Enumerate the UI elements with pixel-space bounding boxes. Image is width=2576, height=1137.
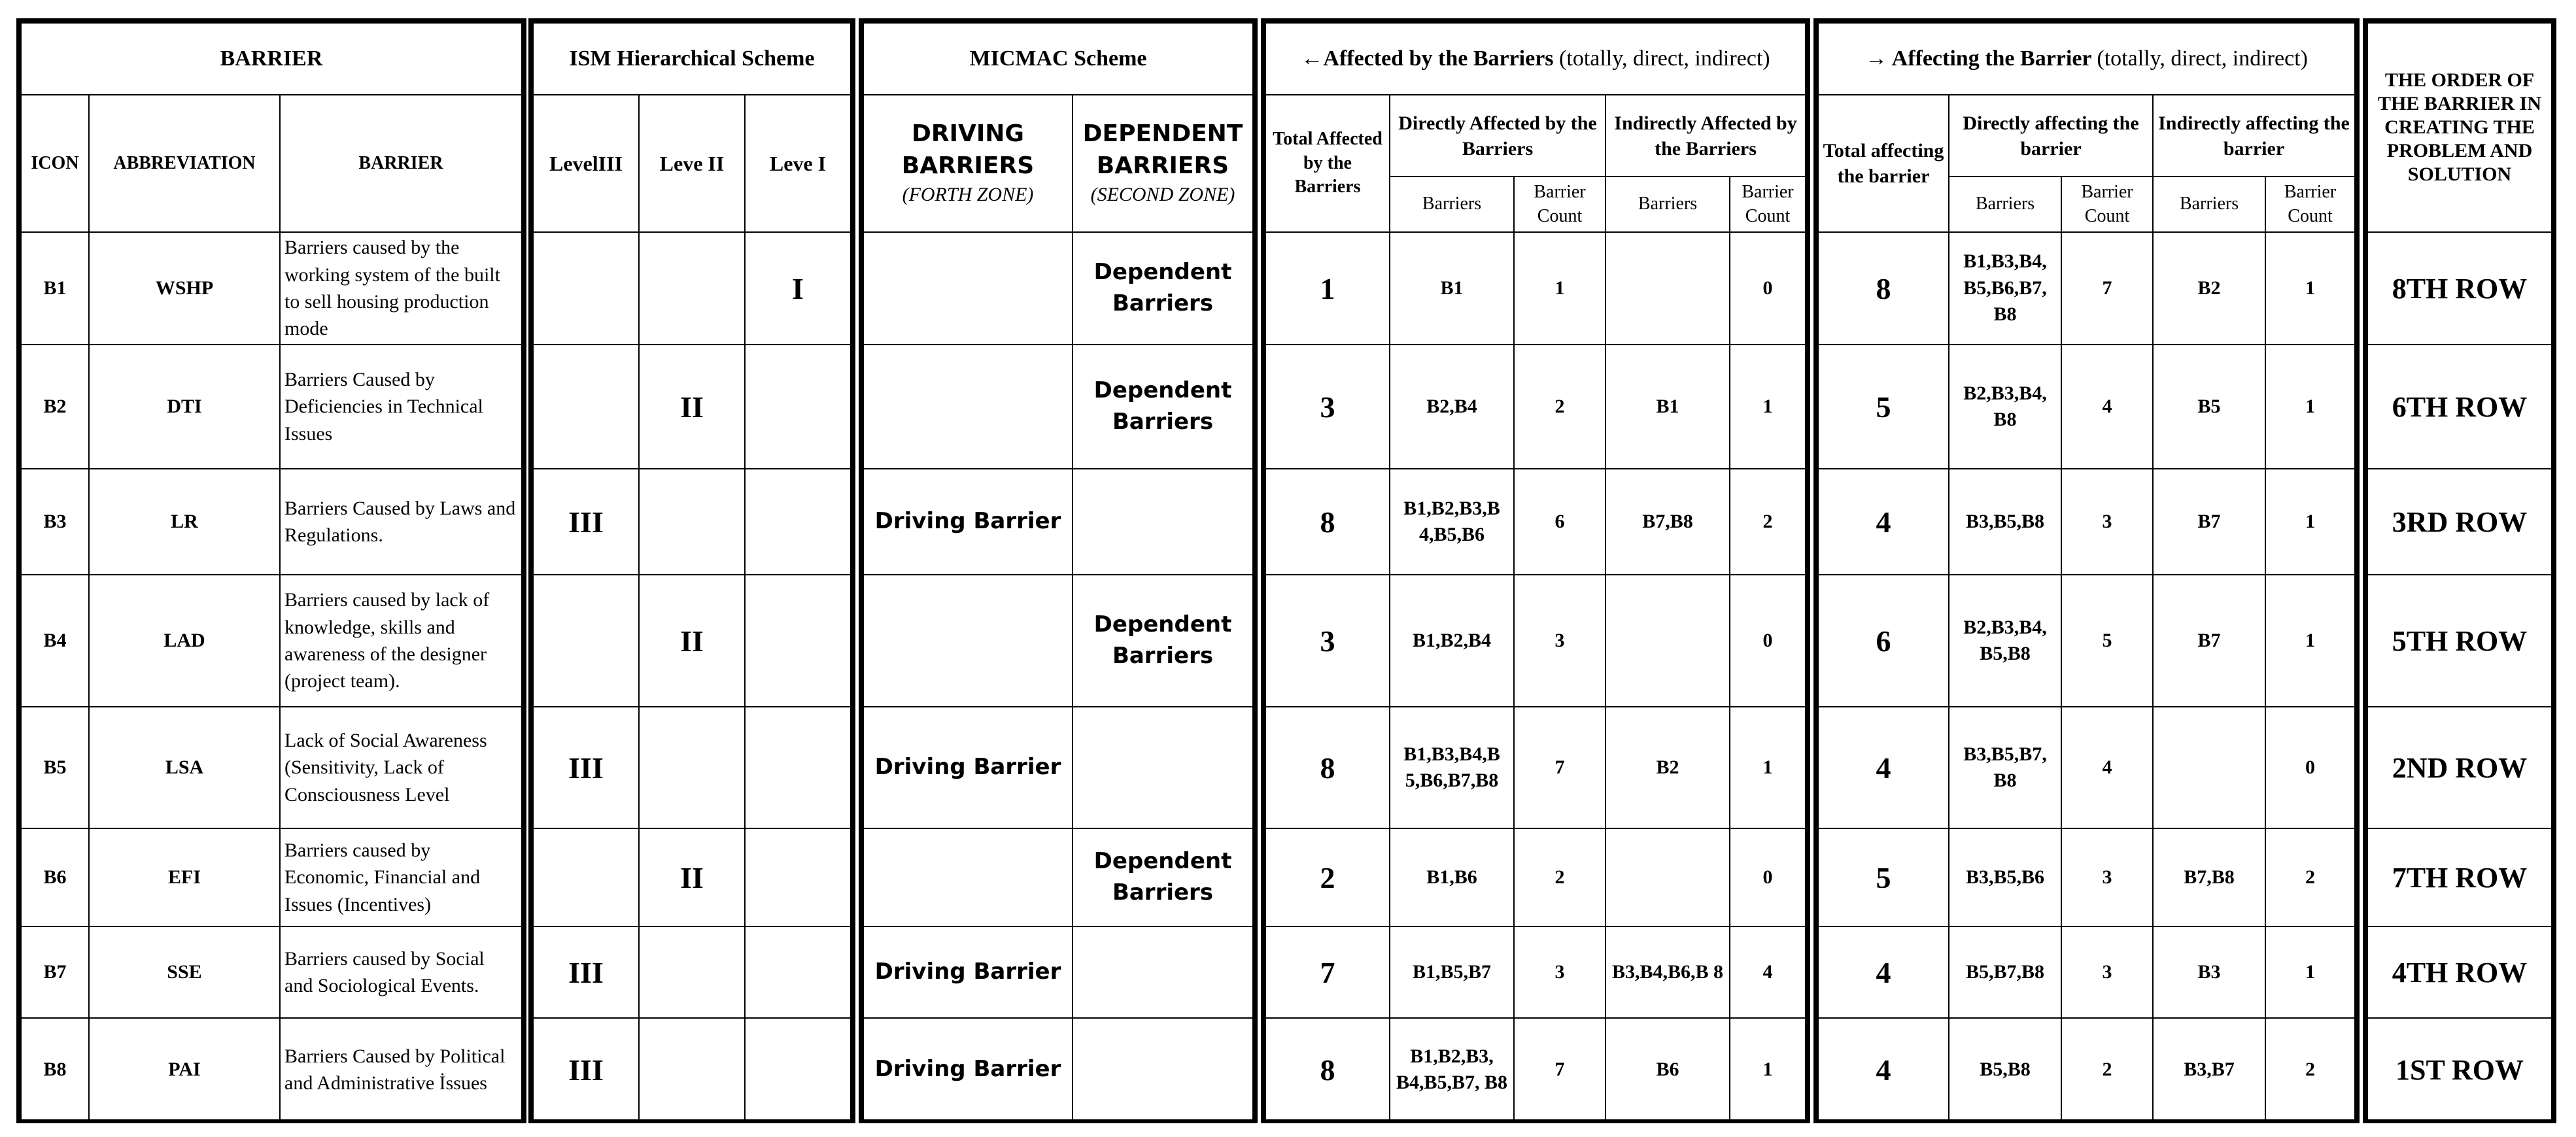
table-row	[1818, 707, 2355, 828]
affected-direct-barriers: B1,B6	[1390, 828, 1514, 926]
affected-direct-barriers: B2,B4	[1390, 345, 1514, 469]
affected-indirect-count: 0	[1730, 828, 1806, 926]
ism-level2	[639, 469, 745, 575]
table-row	[863, 469, 1253, 575]
affecting-total-header: Total affecting the barrier	[1818, 95, 1949, 232]
affected-indirect-barriers: B2	[1606, 707, 1730, 828]
barrier-description: Barriers Caused by Political and Administrative İssues	[280, 1018, 522, 1121]
affecting-direct-barriers: B3,B5,B7, B8	[1949, 707, 2061, 828]
table-row	[1265, 575, 1806, 707]
affecting-direct-barriers: B5,B8	[1949, 1018, 2061, 1121]
affected-indirect-barriers	[1606, 232, 1730, 345]
affecting-indirect-barriers: B3,B7	[2153, 1018, 2265, 1121]
table-row	[1265, 345, 1806, 469]
affecting-indirect-header: Indirectly affecting the barrier	[2153, 95, 2355, 177]
affecting-indirect-barriers: B7	[2153, 575, 2265, 707]
affected-indirect-count: 1	[1730, 1018, 1806, 1121]
affecting-title	[1818, 23, 2355, 95]
barrier-abbreviation: LR	[89, 469, 280, 575]
table-row	[863, 707, 1253, 828]
table-row	[1818, 232, 2355, 345]
ism-table	[528, 18, 855, 1123]
affected-total: 2	[1265, 828, 1390, 926]
table-row	[533, 707, 851, 828]
affected-direct-count: 7	[1514, 1018, 1606, 1121]
affecting-total: 4	[1818, 1018, 1949, 1121]
affecting-title-note: (totally, direct, indirect)	[2097, 46, 2308, 71]
col-icon-header: ICON	[21, 95, 89, 232]
affecting-indirect-count: 1	[2265, 926, 2355, 1018]
affected-indirect-barriers: B3,B4,B6,B 8	[1606, 926, 1730, 1018]
ism-level3	[533, 345, 639, 469]
affected-indirect-count: 0	[1730, 232, 1806, 345]
ism-level3	[533, 575, 639, 707]
ism-level1	[745, 828, 851, 926]
micmac-table	[859, 18, 1258, 1123]
order-value: 6TH ROW	[2367, 345, 2552, 469]
affecting-direct-barriers: B3,B5,B8	[1949, 469, 2061, 575]
affected-direct-header: Directly Affected by the Barriers	[1390, 95, 1606, 177]
affected-total: 3	[1265, 575, 1390, 707]
affecting-direct-count: 4	[2061, 345, 2153, 469]
barrier-icon: B8	[21, 1018, 89, 1121]
ism-level2	[639, 926, 745, 1018]
affecting-indirect-count: 1	[2265, 469, 2355, 575]
table-row	[1818, 469, 2355, 575]
table-row	[1265, 232, 1806, 345]
table-row	[1265, 926, 1806, 1018]
table-row	[1818, 926, 2355, 1018]
table-row	[2367, 232, 2552, 345]
affected-indirect-barriers	[1606, 575, 1730, 707]
table-row	[533, 575, 851, 707]
table-row	[2367, 1018, 2552, 1121]
table-row	[1265, 1018, 1806, 1121]
ism-level3: III	[533, 1018, 639, 1121]
affecting-title-text: → Affecting the Barrier	[1865, 46, 2091, 71]
affecting-indirect-count: 1	[2265, 232, 2355, 345]
affecting-total: 4	[1818, 926, 1949, 1018]
barrier-icon: B1	[21, 232, 89, 345]
table-row	[863, 345, 1253, 469]
affecting-indirect-barriers-header: Barriers	[2153, 177, 2265, 232]
micmac-dependent: Dependent Barriers	[1073, 345, 1253, 469]
affected-total: 1	[1265, 232, 1390, 345]
affecting-direct-count: 5	[2061, 575, 2153, 707]
affecting-direct-barriers-header: Barriers	[1949, 177, 2061, 232]
dependent-zone-label: (SECOND ZONE)	[1090, 184, 1235, 206]
affecting-direct-count: 2	[2061, 1018, 2153, 1121]
affecting-indirect-barriers	[2153, 707, 2265, 828]
table-row	[2367, 575, 2552, 707]
micmac-dependent: Dependent Barriers	[1073, 232, 1253, 345]
table-row	[1265, 469, 1806, 575]
ism-level2: II	[639, 345, 745, 469]
ism-level1	[745, 1018, 851, 1121]
table-row	[2367, 345, 2552, 469]
table-row	[863, 926, 1253, 1018]
affected-direct-barriers: B1,B3,B4,B 5,B6,B7,B8	[1390, 707, 1514, 828]
affecting-total: 5	[1818, 345, 1949, 469]
affected-indirect-count-header: Barrier Count	[1730, 177, 1806, 232]
affected-indirect-count: 1	[1730, 707, 1806, 828]
affected-indirect-count: 4	[1730, 926, 1806, 1018]
affected-direct-count: 2	[1514, 345, 1606, 469]
affecting-indirect-count: 2	[2265, 828, 2355, 926]
affecting-indirect-barriers: B2	[2153, 232, 2265, 345]
affected-indirect-count: 0	[1730, 575, 1806, 707]
affecting-direct-barriers: B2,B3,B4, B5,B8	[1949, 575, 2061, 707]
ism-level1	[745, 345, 851, 469]
order-header: THE ORDER OF THE BARRIER IN CREATING THE PROBLEM AND SOLUTION	[2367, 23, 2552, 232]
affected-total: 8	[1265, 469, 1390, 575]
affecting-total: 6	[1818, 575, 1949, 707]
order-value: 8TH ROW	[2367, 232, 2552, 345]
ism-title: ISM Hierarchical Scheme	[533, 23, 851, 95]
ism-level3: III	[533, 926, 639, 1018]
driving-barriers-label: DRIVING BARRIERS	[901, 120, 1035, 179]
affected-indirect-barriers	[1606, 828, 1730, 926]
ism-level1: I	[745, 232, 851, 345]
table-row	[1265, 707, 1806, 828]
ism-level3	[533, 828, 639, 926]
table-row	[2367, 469, 2552, 575]
affecting-indirect-count-header: Barrier Count	[2265, 177, 2355, 232]
barrier-description: Barriers caused by Social and Sociological Events.	[280, 926, 522, 1018]
micmac-dependent: Dependent Barriers	[1073, 828, 1253, 926]
micmac-dependent	[1073, 469, 1253, 575]
affected-indirect-barriers: B7,B8	[1606, 469, 1730, 575]
affected-table	[1261, 18, 1810, 1123]
affected-title	[1265, 23, 1806, 95]
affected-direct-barriers: B1,B2,B3, B4,B5,B7, B8	[1390, 1018, 1514, 1121]
barrier-icon: B6	[21, 828, 89, 926]
barrier-abbreviation: LAD	[89, 575, 280, 707]
affecting-indirect-count: 2	[2265, 1018, 2355, 1121]
col-barrier-header: BARRIER	[280, 95, 522, 232]
affecting-direct-count: 3	[2061, 469, 2153, 575]
affected-direct-barriers-header: Barriers	[1390, 177, 1514, 232]
barrier-abbreviation: WSHP	[89, 232, 280, 345]
table-row	[1818, 828, 2355, 926]
affected-direct-count: 2	[1514, 828, 1606, 926]
barrier-icon: B5	[21, 707, 89, 828]
table-row	[21, 1018, 522, 1121]
affected-direct-barriers: B1,B5,B7	[1390, 926, 1514, 1018]
affected-title-text: ←Affected by the Barriers	[1301, 46, 1554, 71]
micmac-dependent	[1073, 1018, 1253, 1121]
affected-total: 8	[1265, 707, 1390, 828]
col-level2-header: Leve II	[639, 95, 745, 232]
micmac-driving	[863, 345, 1073, 469]
table-row	[533, 828, 851, 926]
micmac-dependent	[1073, 926, 1253, 1018]
ism-level1	[745, 926, 851, 1018]
ism-level2	[639, 1018, 745, 1121]
affecting-total: 8	[1818, 232, 1949, 345]
micmac-driving: Driving Barrier	[863, 707, 1073, 828]
order-value: 4TH ROW	[2367, 926, 2552, 1018]
ism-level3: III	[533, 469, 639, 575]
barrier-description: Barriers Caused by Deficiencies in Technical Issues	[280, 345, 522, 469]
micmac-driving: Driving Barrier	[863, 926, 1073, 1018]
dependent-barriers-label: DEPENDENT BARRIERS	[1082, 120, 1243, 179]
barrier-description: Barriers caused by Economic, Financial and Issues (Incentives)	[280, 828, 522, 926]
affecting-direct-barriers: B3,B5,B6	[1949, 828, 2061, 926]
table-row	[533, 345, 851, 469]
affecting-indirect-count: 1	[2265, 575, 2355, 707]
barrier-abbreviation: SSE	[89, 926, 280, 1018]
affecting-direct-count-header: Barrier Count	[2061, 177, 2153, 232]
affecting-direct-barriers: B2,B3,B4, B8	[1949, 345, 2061, 469]
ism-level3	[533, 232, 639, 345]
barrier-abbreviation: LSA	[89, 707, 280, 828]
affected-indirect-barriers-header: Barriers	[1606, 177, 1730, 232]
order-table	[2363, 18, 2556, 1123]
affecting-indirect-barriers: B5	[2153, 345, 2265, 469]
table-row	[1818, 1018, 2355, 1121]
ism-level2: II	[639, 575, 745, 707]
affected-indirect-barriers: B1	[1606, 345, 1730, 469]
driving-barriers-header	[863, 95, 1073, 232]
ism-level1	[745, 469, 851, 575]
table-row	[533, 469, 851, 575]
order-value: 7TH ROW	[2367, 828, 2552, 926]
affecting-total: 4	[1818, 469, 1949, 575]
affecting-direct-barriers: B5,B7,B8	[1949, 926, 2061, 1018]
micmac-dependent	[1073, 707, 1253, 828]
affected-direct-barriers: B1	[1390, 232, 1514, 345]
barrier-description: Barriers caused by lack of knowledge, skills and awareness of the designer (project team).	[280, 575, 522, 707]
micmac-driving	[863, 575, 1073, 707]
affecting-direct-barriers: B1,B3,B4, B5,B6,B7, B8	[1949, 232, 2061, 345]
table-row	[21, 828, 522, 926]
barrier-abbreviation: DTI	[89, 345, 280, 469]
table-row	[863, 232, 1253, 345]
col-abbreviation-header: ABBREVIATION	[89, 95, 280, 232]
table-row	[21, 345, 522, 469]
ism-level1	[745, 707, 851, 828]
barrier-description: Lack of Social Awareness (Sensitivity, Lack of Consciousness Level	[280, 707, 522, 828]
affecting-indirect-barriers: B3	[2153, 926, 2265, 1018]
barrier-abbreviation: EFI	[89, 828, 280, 926]
table-row	[863, 575, 1253, 707]
col-level1-header: Leve I	[745, 95, 851, 232]
dependent-barriers-header	[1073, 95, 1253, 232]
affected-title-note: (totally, direct, indirect)	[1559, 46, 1770, 71]
affected-indirect-count: 1	[1730, 345, 1806, 469]
table-row	[21, 232, 522, 345]
ism-level2	[639, 232, 745, 345]
affected-total: 8	[1265, 1018, 1390, 1121]
order-value: 1ST ROW	[2367, 1018, 2552, 1121]
micmac-driving	[863, 828, 1073, 926]
order-value: 2ND ROW	[2367, 707, 2552, 828]
affected-indirect-header: Indirectly Affected by the Barriers	[1606, 95, 1806, 177]
table-row	[21, 707, 522, 828]
table-row	[21, 469, 522, 575]
barrier-description: Barriers caused by the working system of the built to sell housing production mode	[280, 232, 522, 345]
col-level3-header: LevelIII	[533, 95, 639, 232]
affecting-table	[1813, 18, 2360, 1123]
affecting-indirect-count: 1	[2265, 345, 2355, 469]
affected-direct-count: 3	[1514, 926, 1606, 1018]
table-row	[21, 575, 522, 707]
affecting-direct-count: 7	[2061, 232, 2153, 345]
affected-direct-count-header: Barrier Count	[1514, 177, 1606, 232]
micmac-dependent: Dependent Barriers	[1073, 575, 1253, 707]
affected-total: 3	[1265, 345, 1390, 469]
table-row	[2367, 926, 2552, 1018]
affected-indirect-barriers: B6	[1606, 1018, 1730, 1121]
affecting-indirect-count: 0	[2265, 707, 2355, 828]
table-row	[1818, 345, 2355, 469]
affected-direct-count: 1	[1514, 232, 1606, 345]
table-row	[533, 232, 851, 345]
table-row	[533, 926, 851, 1018]
ism-level1	[745, 575, 851, 707]
table-row	[2367, 828, 2552, 926]
affected-total: 7	[1265, 926, 1390, 1018]
barrier-description: Barriers Caused by Laws and Regulations.	[280, 469, 522, 575]
table-row	[863, 1018, 1253, 1121]
table-row	[1265, 828, 1806, 926]
affected-direct-barriers: B1,B2,B3,B 4,B5,B6	[1390, 469, 1514, 575]
micmac-driving	[863, 232, 1073, 345]
micmac-driving: Driving Barrier	[863, 469, 1073, 575]
affecting-direct-count: 3	[2061, 828, 2153, 926]
affecting-direct-header: Directly affecting the barrier	[1949, 95, 2153, 177]
affecting-indirect-barriers: B7	[2153, 469, 2265, 575]
table-row	[2367, 707, 2552, 828]
affecting-total: 4	[1818, 707, 1949, 828]
affecting-total: 5	[1818, 828, 1949, 926]
affecting-direct-count: 3	[2061, 926, 2153, 1018]
barrier-group-title: BARRIER	[21, 23, 522, 95]
order-value: 5TH ROW	[2367, 575, 2552, 707]
affected-direct-count: 6	[1514, 469, 1606, 575]
table-row	[1818, 575, 2355, 707]
driving-zone-label: (FORTH ZONE)	[902, 184, 1034, 206]
barrier-icon: B4	[21, 575, 89, 707]
affected-total-header: Total Affected by the Barriers	[1265, 95, 1390, 232]
barrier-icon: B7	[21, 926, 89, 1018]
affected-direct-count: 3	[1514, 575, 1606, 707]
affected-direct-barriers: B1,B2,B4	[1390, 575, 1514, 707]
micmac-driving: Driving Barrier	[863, 1018, 1073, 1121]
affected-direct-count: 7	[1514, 707, 1606, 828]
table-row	[21, 926, 522, 1018]
table-row	[533, 1018, 851, 1121]
micmac-title: MICMAC Scheme	[863, 23, 1253, 95]
barrier-icon: B3	[21, 469, 89, 575]
affected-indirect-count: 2	[1730, 469, 1806, 575]
barrier-icon: B2	[21, 345, 89, 469]
order-value: 3RD ROW	[2367, 469, 2552, 575]
affecting-direct-count: 4	[2061, 707, 2153, 828]
affecting-indirect-barriers: B7,B8	[2153, 828, 2265, 926]
ism-level3: III	[533, 707, 639, 828]
barrier-abbreviation: PAI	[89, 1018, 280, 1121]
table-row	[863, 828, 1253, 926]
ism-level2: II	[639, 828, 745, 926]
ism-level2	[639, 707, 745, 828]
barrier-table	[16, 18, 526, 1123]
